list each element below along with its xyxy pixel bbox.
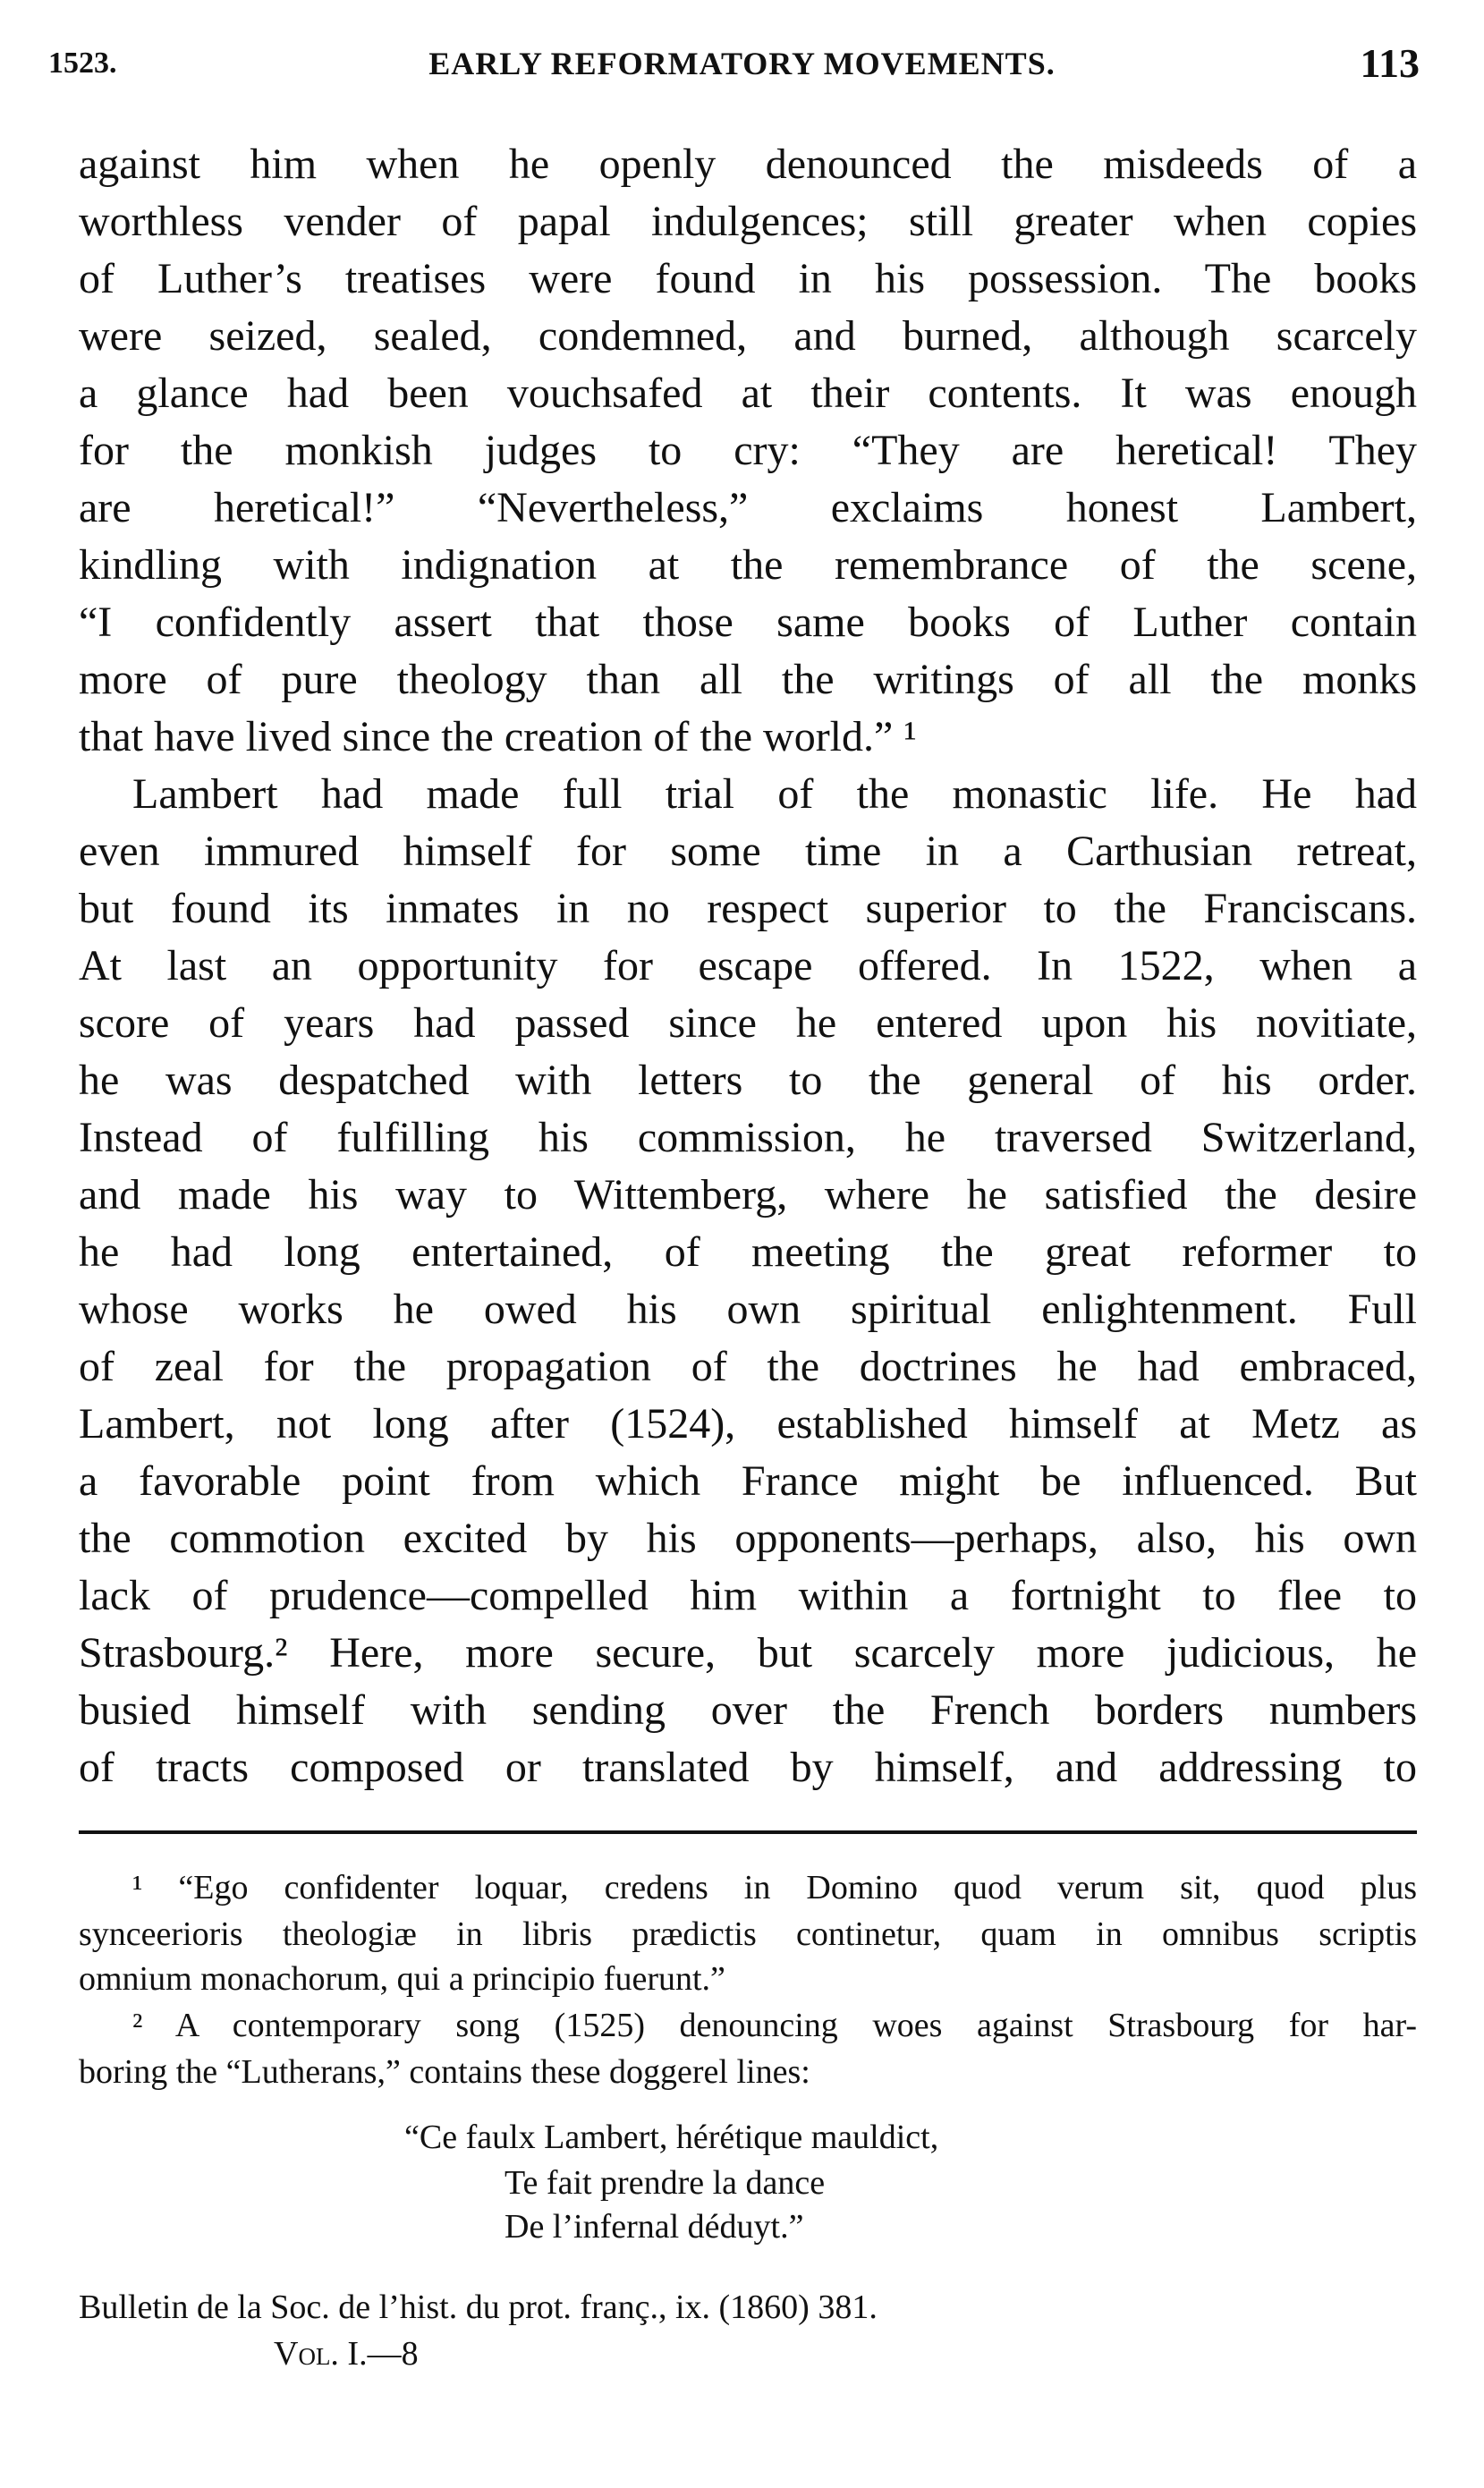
body-line: Lambert had made full trial of the monastic life. He had <box>132 770 1417 818</box>
signature-mark: Vol. I.—8 <box>274 2335 419 2373</box>
body-line: Lambert, not long after (1524), established himself at Metz as <box>79 1400 1417 1448</box>
body-line: that have lived since the creation of the world.” ¹ <box>79 713 917 760</box>
body-line: of zeal for the propagation of the doctrines he had embraced, <box>79 1343 1417 1390</box>
page-number: 113 <box>1360 40 1420 86</box>
body-line: were seized, sealed, condemned, and burned, although scarcely <box>79 312 1417 360</box>
body-line: the commotion excited by his opponents—perhaps, also, his own <box>79 1515 1417 1562</box>
body-line: “I confidently assert that those same books of Luther contain <box>79 599 1417 646</box>
body-line: kindling with indignation at the remembrance of the scene, <box>79 541 1417 589</box>
body-line: of Luther’s treatises were found in his possession. The books <box>79 255 1417 302</box>
body-line: even immured himself for some time in a Carthusian retreat, <box>79 828 1417 875</box>
running-head-title: EARLY REFORMATORY MOVEMENTS. <box>428 46 1056 81</box>
body-line: he was despatched with letters to the general of his order. <box>79 1057 1417 1104</box>
body-line: and made his way to Wittemberg, where he satisfied the desire <box>79 1171 1417 1219</box>
body-line: At last an opportunity for escape offered. In 1522, when a <box>79 942 1417 989</box>
running-head-year: 1523. <box>48 47 117 80</box>
body-line: a glance had been vouchsafed at their contents. It was enough <box>79 369 1417 417</box>
body-line: of tracts composed or translated by himself, and addressing to <box>79 1744 1417 1791</box>
body-line: Strasbourg.² Here, more secure, but scarcely more judicious, he <box>79 1629 1417 1677</box>
body-line: busied himself with sending over the French borders numbers <box>79 1686 1417 1734</box>
body-line: worthless vender of papal indulgences; still greater when copies <box>79 198 1417 245</box>
verse-line: De l’infernal déduyt.” <box>505 2208 804 2246</box>
footnote-line: ¹ “Ego confidenter loquar, credens in Domino quod verum sit, quod plus <box>132 1869 1417 1906</box>
footnote-line: synceerioris theologiæ in libris prædictis continetur, quam in omnibus scriptis <box>79 1915 1417 1953</box>
footnote-line: ² A contemporary song (1525) denouncing woes against Strasbourg for har- <box>132 2007 1417 2044</box>
footnote-divider <box>79 1830 1417 1834</box>
verse-line: “Ce faulx Lambert, hérétique mauldict, <box>404 2119 939 2156</box>
footnote-line: boring the “Lutherans,” contains these doggerel lines: <box>79 2053 810 2091</box>
body-line: whose works he owed his own spiritual enlightenment. Full <box>79 1286 1417 1333</box>
body-line: for the monkish judges to cry: “They are heretical! They <box>79 427 1417 474</box>
body-line: are heretical!” “Nevertheless,” exclaims honest Lambert, <box>79 484 1417 531</box>
body-line: a favorable point from which France might be influenced. But <box>79 1457 1417 1505</box>
body-line: Instead of fulfilling his commission, he traversed Switzerland, <box>79 1114 1417 1161</box>
verse-line: Te fait prendre la dance <box>505 2164 826 2202</box>
body-line: against him when he openly denounced the misdeeds of a <box>79 140 1417 188</box>
body-line: he had long entertained, of meeting the great reformer to <box>79 1228 1417 1276</box>
body-line: but found its inmates in no respect superior to the Franciscans. <box>79 885 1417 932</box>
body-line: lack of prudence—compelled him within a fortnight to flee to <box>79 1572 1417 1619</box>
footnote-line: omnium monachorum, qui a principio fuerunt.” <box>79 1960 725 1998</box>
citation: Bulletin de la Soc. de l’hist. du prot. franç., ix. (1860) 381. <box>79 2288 878 2326</box>
body-line: more of pure theology than all the writings of all the monks <box>79 656 1417 703</box>
body-line: score of years had passed since he entered upon his novitiate, <box>79 999 1417 1047</box>
